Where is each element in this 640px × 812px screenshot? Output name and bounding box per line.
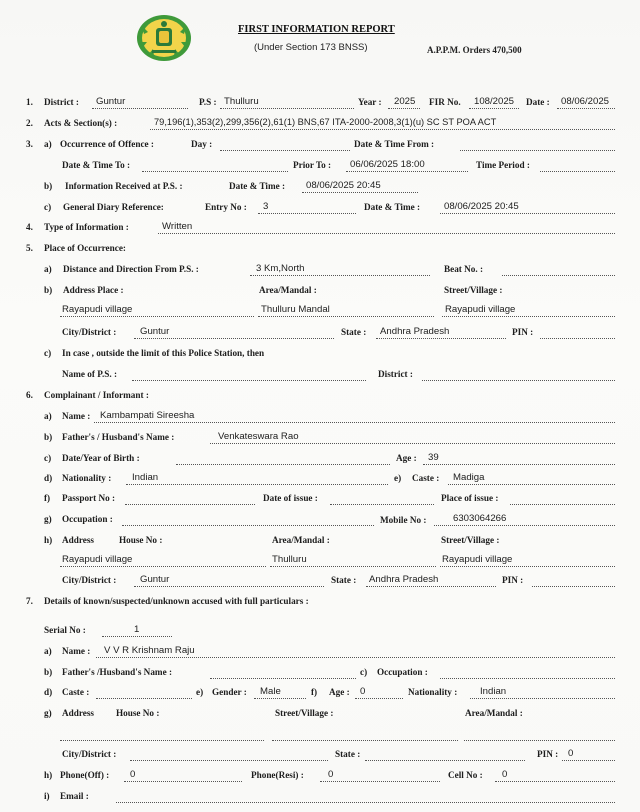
date-time-to-line [142, 171, 288, 172]
district-value: Guntur [96, 96, 126, 107]
complainant-pin-line [532, 586, 615, 587]
entry-no-value: 3 [263, 201, 269, 212]
place-street-value: Rayapudi village [445, 304, 516, 315]
serial-no-value: 1 [134, 624, 140, 635]
info-received-dt-label: Date & Time : [229, 181, 286, 191]
document-subtitle: (Under Section 173 BNSS) [254, 42, 368, 53]
place-state-value: Andhra Pradesh [380, 326, 450, 337]
appm-orders: A.P.P.M. Orders 470,500 [427, 45, 522, 55]
ap-police-emblem-icon [134, 12, 194, 64]
beat-no-label: Beat No. : [444, 264, 484, 274]
complainant-street-label: Street/Village : [441, 535, 500, 545]
accused-father-idx: b) [44, 667, 53, 677]
accused-state-label: State : [335, 749, 361, 759]
accused-occupation-line [440, 678, 615, 679]
accused-occupation-label: Occupation : [377, 667, 428, 677]
mobile-label: Mobile No : [380, 515, 427, 525]
accused-father-label: Father's /Husband's Name : [62, 667, 173, 677]
name-of-ps-line [132, 380, 366, 381]
complainant-pin-label: PIN : [502, 575, 524, 585]
complainant-father-line [210, 443, 615, 444]
complainant-caste-idx: e) [394, 473, 402, 483]
info-type-line [158, 233, 615, 234]
accused-gender-line [254, 698, 306, 699]
accused-age-value: 0 [360, 686, 366, 697]
accused-nationality-value: Indian [480, 686, 507, 697]
item-number-6: 6. [26, 390, 33, 400]
name-of-ps-label: Name of P.S. : [62, 369, 118, 379]
complainant-nationality-line [126, 484, 388, 485]
mobile-line [434, 525, 615, 526]
complainant-name-label: Name : [62, 411, 91, 421]
place-city-line [134, 338, 334, 339]
accused-father-line [210, 678, 356, 679]
distance-line [250, 275, 430, 276]
accused-caste-line [96, 698, 192, 699]
occurrence-label: Occurrence of Offence : [60, 139, 154, 149]
outside-limit-idx: c) [44, 348, 52, 358]
complainant-city-line [134, 586, 324, 587]
accused-age-label: Age : [329, 687, 350, 697]
prior-to-line [346, 171, 468, 172]
date-value: 08/06/2025 [561, 96, 610, 107]
complainant-street-value: Rayapudi village [442, 554, 513, 565]
distance-label: Distance and Direction From P.S. : [63, 264, 199, 274]
complainant-state-value: Andhra Pradesh [369, 574, 439, 585]
complainant-father-value: Venkateswara Rao [218, 431, 299, 442]
phone-resi-value: 0 [328, 769, 334, 780]
complainant-dob-label: Date/Year of Birth : [62, 453, 140, 463]
accused-nationality-line [470, 698, 615, 699]
accused-name-label: Name : [62, 646, 91, 656]
accused-pin-line [562, 760, 615, 761]
outside-district-line [422, 380, 615, 381]
info-type-label: Type of Information : [44, 222, 129, 232]
beat-no-line [502, 275, 615, 276]
passport-line [125, 504, 255, 505]
complainant-age-label: Age : [396, 453, 417, 463]
issue-place-label: Place of issue : [441, 493, 499, 503]
issue-date-label: Date of issue : [263, 493, 318, 503]
date-time-to-label: Date & Time To : [62, 160, 131, 170]
serial-no-line [102, 636, 172, 637]
place-area-line [258, 316, 434, 317]
year-label: Year : [358, 97, 382, 107]
complainant-father-label: Father's / Husband's Name : [62, 432, 175, 442]
item-number-7: 7. [26, 596, 33, 606]
accused-area-label: Area/Mandal : [465, 708, 523, 718]
gd-dt-line [440, 213, 615, 214]
place-area-label: Area/Mandal : [259, 285, 317, 295]
day-line [220, 150, 350, 151]
accused-house-label: House No : [116, 708, 160, 718]
occupation-label: Occupation : [62, 514, 113, 524]
prior-to-label: Prior To : [293, 160, 332, 170]
accused-state-line [365, 760, 525, 761]
place-state-line [376, 338, 506, 339]
complainant-caste-line [448, 484, 615, 485]
accused-address-label: Address [62, 708, 94, 718]
place-city-label: City/District : [62, 327, 117, 337]
entry-no-line [258, 213, 356, 214]
accused-gender-value: Male [260, 686, 281, 697]
place-area-value: Thulluru Mandal [261, 304, 330, 315]
email-line [116, 802, 615, 803]
accused-name-line [96, 657, 615, 658]
phone-off-label: Phone(Off) : [60, 770, 110, 780]
address-place-idx: b) [44, 285, 53, 295]
accused-caste-label: Caste : [62, 687, 90, 697]
accused-details-label: Details of known/suspected/unknown accused with full particulars : [44, 596, 309, 606]
complainant-nationality-value: Indian [132, 472, 159, 483]
ps-value: Thulluru [224, 96, 259, 107]
ps-label: P.S : [199, 97, 217, 107]
date-label: Date : [526, 97, 550, 107]
accused-pin-label: PIN : [537, 749, 559, 759]
complainant-city-value: Guntur [140, 574, 170, 585]
acts-label: Acts & Section(s) : [44, 118, 118, 128]
place-street-label: Street/Village : [444, 285, 503, 295]
email-idx: i) [44, 791, 50, 801]
complainant-house-line [60, 566, 266, 567]
accused-name-idx: a) [44, 646, 52, 656]
gd-ref-idx: c) [44, 202, 52, 212]
phone-off-line [124, 781, 242, 782]
ps-line [220, 108, 354, 109]
gd-ref-label: General Diary Reference: [63, 202, 164, 212]
address-place-label: Address Place : [63, 285, 124, 295]
passport-label: Passport No : [62, 493, 116, 503]
accused-age-line [355, 698, 403, 699]
date-time-from-label: Date & Time From : [354, 139, 435, 149]
email-label: Email : [60, 791, 89, 801]
place-line [60, 316, 254, 317]
year-line [388, 108, 420, 109]
item-number-4: 4. [26, 222, 33, 232]
day-label: Day : [191, 139, 213, 149]
complainant-street-line [440, 566, 615, 567]
phone-resi-label: Phone(Resi) : [251, 770, 304, 780]
complainant-caste-label: Caste : [412, 473, 440, 483]
place-state-label: State : [341, 327, 367, 337]
complainant-state-label: State : [331, 575, 357, 585]
gd-dt-value: 08/06/2025 20:45 [444, 201, 519, 212]
outside-limit-label: In case , outside the limit of this Police Station, then [62, 348, 265, 358]
info-received-label: Information Received at P.S. : [65, 181, 183, 191]
document-title: FIRST INFORMATION REPORT [238, 24, 395, 35]
occupation-line [122, 525, 374, 526]
info-type-value: Written [162, 221, 193, 232]
complainant-address-idx: h) [44, 535, 53, 545]
complainant-nationality-idx: d) [44, 473, 53, 483]
phone-idx: h) [44, 770, 53, 780]
item-number-2: 2. [26, 118, 33, 128]
date-line [557, 108, 615, 109]
mobile-value: 6303064266 [453, 513, 507, 524]
passport-idx: f) [44, 493, 51, 503]
acts-line [150, 129, 615, 130]
cell-no-value: 0 [502, 769, 508, 780]
phone-resi-line [320, 781, 440, 782]
occurrence-idx: a) [44, 139, 52, 149]
year-value: 2025 [394, 96, 416, 107]
distance-value: 3 Km,North [256, 263, 305, 274]
accused-age-idx: f) [311, 687, 318, 697]
accused-gender-label: Gender : [212, 687, 247, 697]
complainant-house-value: Rayapudi village [62, 554, 133, 565]
accused-street-line [272, 740, 458, 741]
complainant-father-idx: b) [44, 432, 53, 442]
item-number-1: 1. [26, 97, 33, 107]
info-received-dt-value: 08/06/2025 20:45 [306, 180, 381, 191]
phone-off-value: 0 [130, 769, 136, 780]
complainant-area-value: Thulluru [272, 554, 307, 565]
place-of-occurrence-label: Place of Occurrence: [44, 243, 126, 253]
accused-city-line [130, 760, 328, 761]
serial-no-label: Serial No : [44, 625, 86, 635]
acts-value: 79,196(1),353(2),299,356(2),61(1) BNS,67 ITA-2000-2008,3(1)(u) SC ST POA ACT [154, 117, 497, 127]
complainant-age-line [423, 464, 615, 465]
accused-city-label: City/District : [62, 749, 117, 759]
accused-name-value: V V R Krishnam Raju [104, 645, 195, 656]
fir-label: FIR No. [429, 97, 461, 107]
accused-occupation-idx: c) [360, 667, 368, 677]
complainant-nationality-label: Nationality : [62, 473, 112, 483]
issue-date-line [330, 504, 434, 505]
accused-caste-idx: d) [44, 687, 53, 697]
date-time-from-line [460, 150, 615, 151]
accused-address-idx: g) [44, 708, 52, 718]
time-period-line [540, 171, 615, 172]
complainant-label: Complainant / Informant : [44, 390, 149, 400]
item-number-3: 3. [26, 139, 33, 149]
accused-gender-idx: e) [196, 687, 204, 697]
accused-area-line [464, 740, 615, 741]
accused-nationality-label: Nationality : [408, 687, 458, 697]
complainant-name-value: Kambampati Sireesha [100, 410, 195, 421]
occupation-idx: g) [44, 514, 52, 524]
complainant-address-label: Address [62, 535, 94, 545]
complainant-caste-value: Madiga [453, 472, 485, 483]
distance-idx: a) [44, 264, 52, 274]
complainant-dob-line [176, 464, 390, 465]
complainant-city-label: City/District : [62, 575, 117, 585]
fir-line [469, 108, 519, 109]
fir-value: 108/2025 [474, 96, 515, 107]
accused-house-line [60, 740, 264, 741]
cell-no-label: Cell No : [448, 770, 483, 780]
complainant-area-line [270, 566, 436, 567]
complainant-age-value: 39 [428, 452, 439, 463]
complainant-house-label: House No : [119, 535, 163, 545]
place-pin-line [540, 338, 615, 339]
place-value: Rayapudi village [62, 304, 133, 315]
place-city-value: Guntur [140, 326, 170, 337]
place-street-line [442, 316, 615, 317]
info-received-dt-line [302, 192, 418, 193]
complainant-dob-idx: c) [44, 453, 52, 463]
complainant-name-line [94, 422, 615, 423]
time-period-label: Time Period : [476, 160, 530, 170]
complainant-area-label: Area/Mandal : [272, 535, 330, 545]
district-label: District : [44, 97, 79, 107]
item-number-5: 5. [26, 243, 33, 253]
complainant-name-idx: a) [44, 411, 52, 421]
accused-pin-value: 0 [568, 748, 574, 759]
place-pin-label: PIN : [512, 327, 534, 337]
cell-no-line [495, 781, 615, 782]
info-received-idx: b) [44, 181, 53, 191]
complainant-state-line [366, 586, 496, 587]
accused-street-label: Street/Village : [275, 708, 334, 718]
entry-no-label: Entry No : [205, 202, 247, 212]
district-line [92, 108, 188, 109]
outside-district-label: District : [378, 369, 413, 379]
prior-to-value: 06/06/2025 18:00 [350, 159, 425, 170]
issue-place-line [510, 504, 615, 505]
gd-dt-label: Date & Time : [364, 202, 421, 212]
